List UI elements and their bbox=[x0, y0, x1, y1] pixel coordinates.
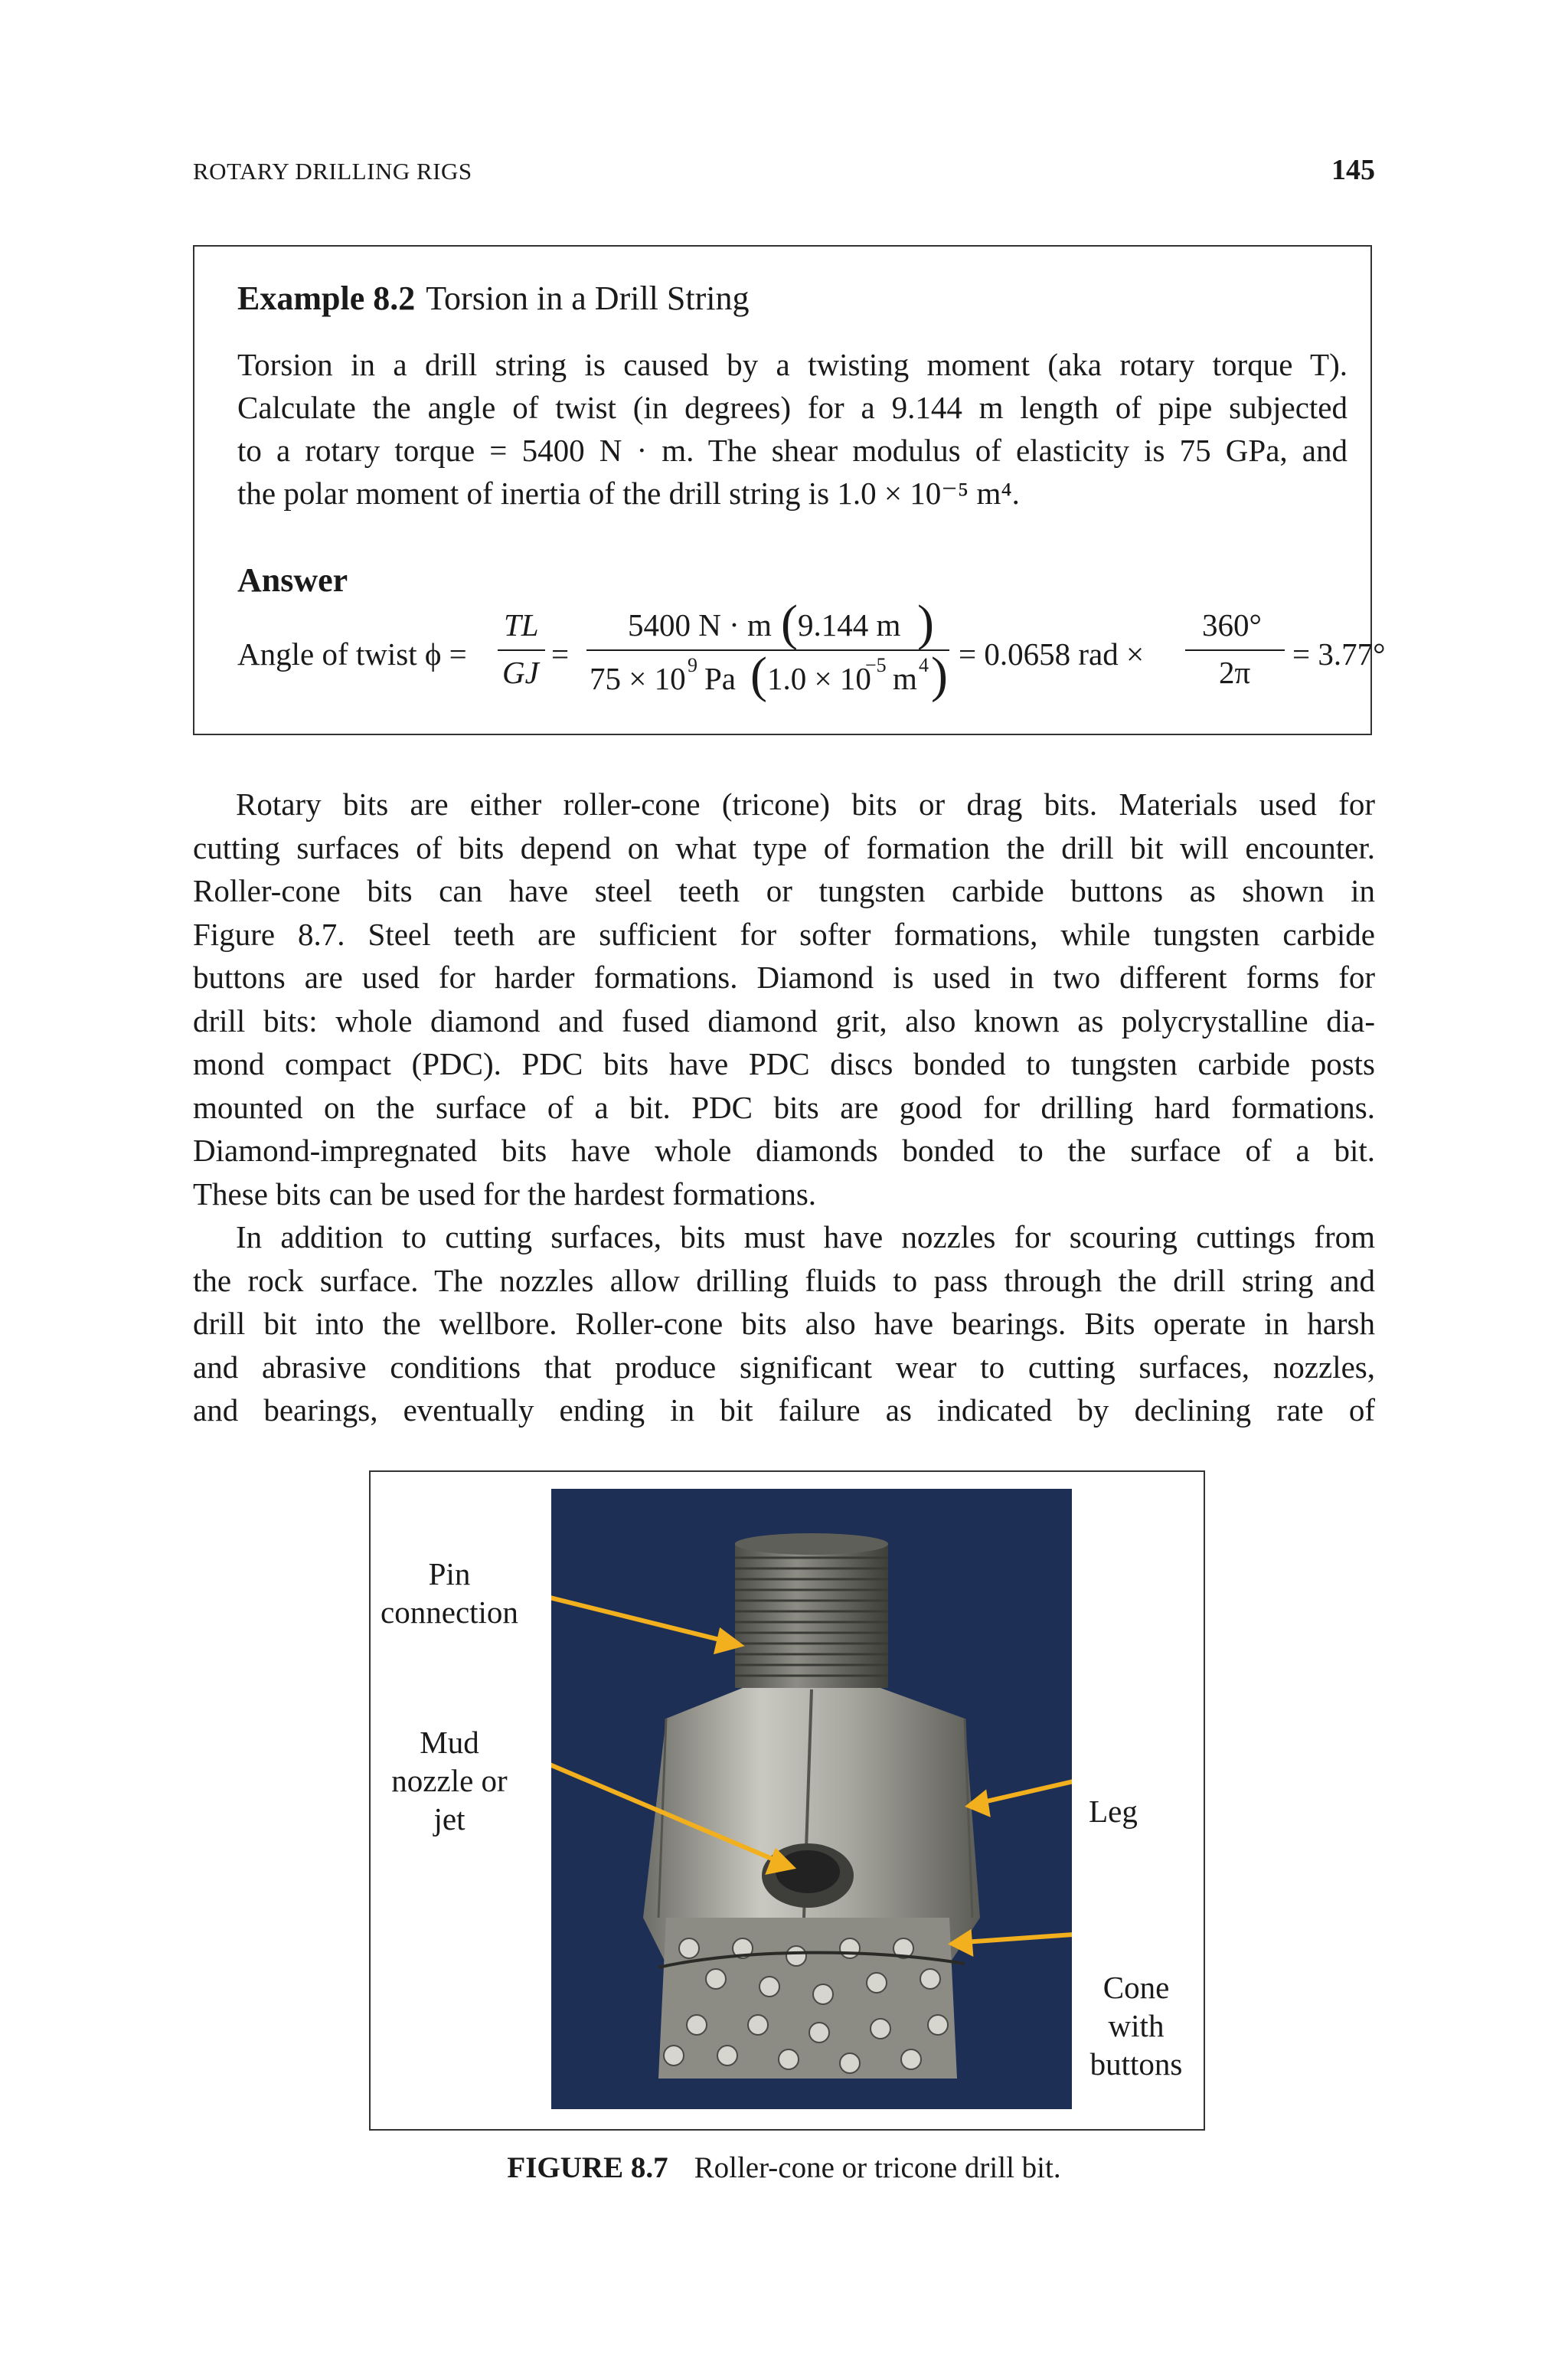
eq-frac3-bar bbox=[1185, 649, 1285, 651]
figure-8-7 bbox=[369, 1470, 1205, 2131]
body-line: drill bits: whole diamond and fused diamond grit, also known as polycrystalline dia- bbox=[193, 1002, 1375, 1038]
twist-equation bbox=[237, 595, 1386, 714]
body-text bbox=[193, 783, 1375, 1432]
example-line: the polar moment of inertia of the drill string is 1.0 × 10⁻⁵ m⁴. bbox=[237, 476, 1020, 511]
body-line: cutting surfaces of bits depend on what type of formation the drill bit will encounter. bbox=[193, 829, 1375, 865]
example-heading: Torsion in a Drill String bbox=[426, 280, 750, 317]
body-line: and abrasive conditions that produce significant wear to cutting surfaces, nozzles, bbox=[193, 1349, 1375, 1385]
drill-bit-photo bbox=[551, 1489, 1072, 2109]
eq-paren-open-2: ( bbox=[750, 647, 767, 703]
running-head: ROTARY DRILLING RIGS bbox=[193, 158, 472, 185]
pin-thread bbox=[735, 1533, 888, 1688]
example-label: Example 8.2 bbox=[237, 280, 416, 317]
eq-den-b: Pa bbox=[704, 661, 736, 696]
example-line: Torsion in a drill string is caused by a twisting moment (aka rotary torque T). bbox=[237, 347, 1348, 382]
label-line: with bbox=[1108, 2008, 1165, 2043]
eq-num-a: 5400 N · m bbox=[628, 607, 772, 643]
example-box bbox=[193, 245, 1386, 735]
eq-frac1-bar bbox=[498, 649, 545, 651]
eq-den-d: m bbox=[893, 661, 917, 696]
eq-result: = 3.77° bbox=[1292, 636, 1386, 672]
label-line: connection bbox=[381, 1594, 518, 1630]
eq-mid: = 0.0658 rad × bbox=[959, 636, 1145, 672]
eq-lhs: Angle of twist ϕ = bbox=[237, 636, 467, 672]
body-line: Figure 8.7. Steel teeth are sufficient for softer formations, while tungsten carbide bbox=[193, 916, 1375, 952]
eq-equals: = bbox=[551, 636, 570, 672]
body-line: These bits can be used for the hardest formations. bbox=[193, 1176, 817, 1212]
eq-den-a: 75 × 10 bbox=[590, 661, 686, 696]
body-line: In addition to cutting surfaces, bits must have nozzles for scouring cuttings from bbox=[236, 1219, 1375, 1254]
label-line: nozzle or bbox=[391, 1763, 508, 1798]
eq-den-c: 1.0 × 10 bbox=[767, 661, 871, 696]
eq-den-exp: 9 bbox=[688, 654, 697, 676]
example-line: Calculate the angle of twist (in degrees) for a 9.144 m length of pipe subjected bbox=[237, 390, 1348, 425]
body-line: Rotary bits are either roller-cone (tricone) bits or drag bits. Materials used for bbox=[236, 787, 1375, 822]
body-line: the rock surface. The nozzles allow drilling fluids to pass through the drill string and bbox=[193, 1262, 1375, 1298]
example-title bbox=[237, 279, 749, 318]
eq-den-exp3: 4 bbox=[919, 654, 929, 676]
body-line: mond compact (PDC). PDC bits have PDC discs bonded to tungsten carbide posts bbox=[193, 1046, 1375, 1081]
body-line: Roller-cone bits can have steel teeth or tungsten carbide buttons as shown in bbox=[193, 873, 1375, 908]
caption-text: Roller-cone or tricone drill bit. bbox=[694, 2151, 1061, 2184]
body-line: drill bit into the wellbore. Roller-cone bits also have bearings. Bits operate in harsh bbox=[193, 1306, 1375, 1341]
label-line: jet bbox=[433, 1801, 466, 1837]
label-line: Cone bbox=[1102, 1970, 1170, 2005]
example-problem bbox=[237, 343, 1348, 515]
label-cone-buttons bbox=[1075, 1968, 1197, 2083]
caption-label: FIGURE 8.7 bbox=[507, 2151, 668, 2184]
body-line: buttons are used for harder formations. Diamond is used in two different forms for bbox=[193, 960, 1375, 995]
eq-den-exp2: −5 bbox=[865, 654, 887, 676]
label-line: Mud bbox=[420, 1725, 479, 1760]
eq-frac1-den: GJ bbox=[502, 655, 539, 690]
label-line: Pin bbox=[428, 1556, 471, 1591]
eq-frac2-bar bbox=[586, 649, 949, 651]
label-line: Leg bbox=[1089, 1794, 1138, 1829]
figure-caption bbox=[0, 2150, 1568, 2185]
example-line: to a rotary torque = 5400 N · m. The shear modulus of elasticity is 75 GPa, and bbox=[237, 433, 1348, 468]
eq-paren-close-2: ) bbox=[931, 647, 948, 703]
eq-frac3-den: 2π bbox=[1219, 655, 1251, 690]
eq-frac3-num: 360° bbox=[1202, 607, 1262, 643]
label-line: buttons bbox=[1089, 2046, 1183, 2082]
page-header bbox=[193, 153, 1375, 191]
eq-paren-close: ) bbox=[917, 595, 934, 651]
eq-frac1-num: TL bbox=[504, 607, 539, 643]
eq-num-b: 9.144 m bbox=[798, 607, 901, 643]
eq-paren-open: ( bbox=[781, 595, 798, 651]
label-pin-connection bbox=[377, 1555, 522, 1631]
answer-heading: Answer bbox=[237, 561, 348, 599]
label-leg bbox=[1075, 1792, 1152, 1830]
body-line: mounted on the surface of a bit. PDC bits are good for drilling hard formations. bbox=[193, 1089, 1375, 1125]
body-line: and bearings, eventually ending in bit failure as indicated by declining rate of bbox=[193, 1392, 1375, 1428]
page-number: 145 bbox=[1331, 154, 1375, 186]
body-line: Diamond-impregnated bits have whole diamonds bonded to the surface of a bit. bbox=[193, 1133, 1375, 1168]
label-mud-nozzle bbox=[377, 1723, 522, 1838]
